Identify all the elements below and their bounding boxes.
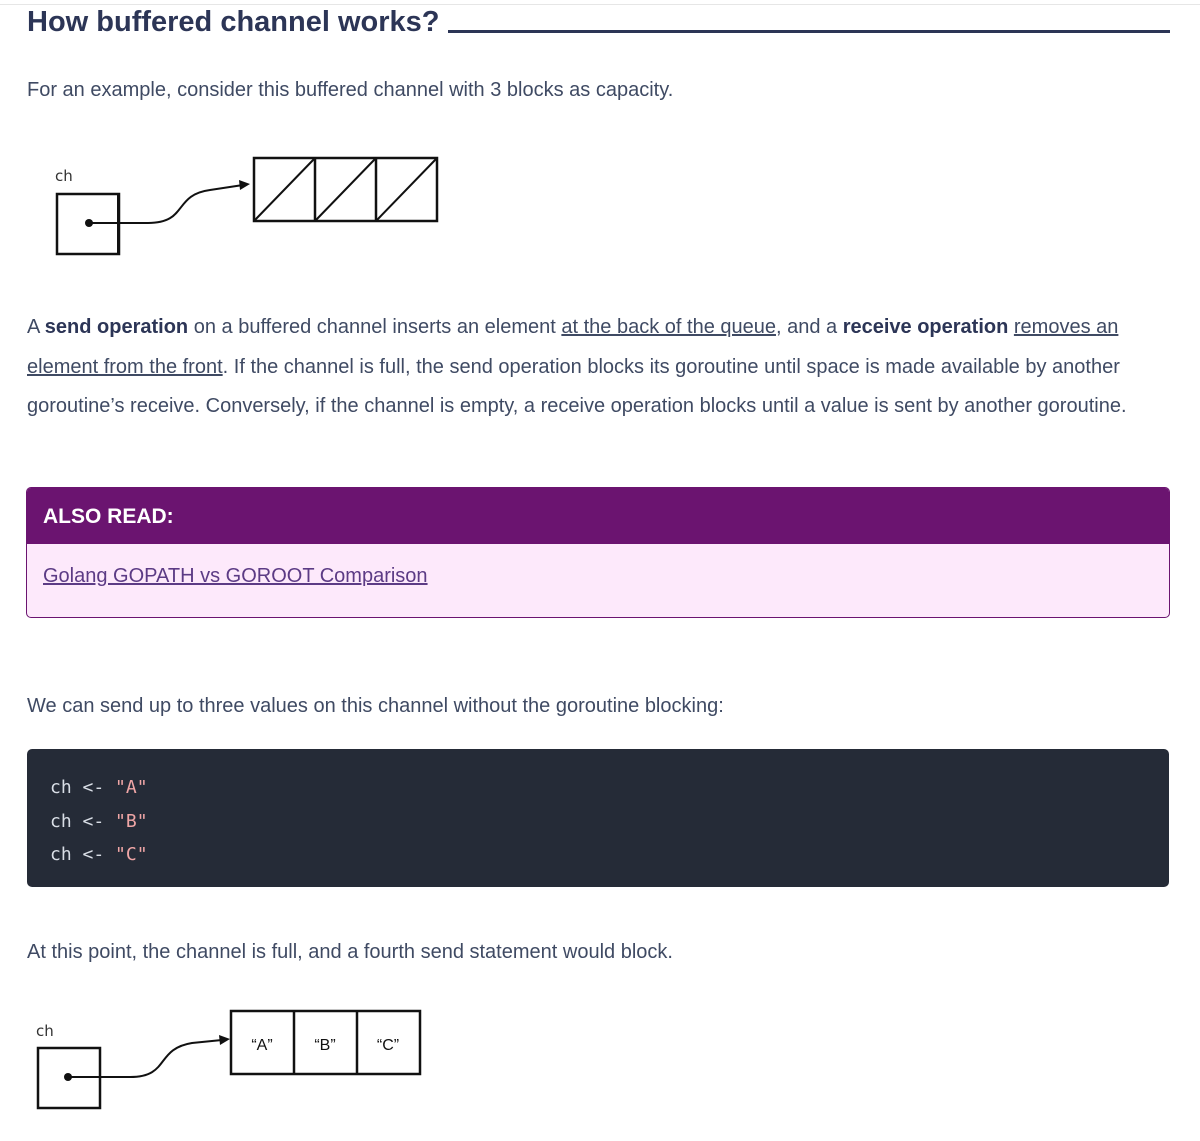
channel-label: ch	[36, 1022, 54, 1040]
full-channel-diagram	[30, 1005, 430, 1115]
heading-underline	[448, 30, 1171, 33]
send-description: We can send up to three values on this channel without the goroutine blocking:	[27, 695, 724, 717]
full-channel-text: At this point, the channel is full, and a fourth send statement would block.	[27, 941, 673, 963]
buffer-value-c: “C”	[376, 1037, 400, 1054]
text-span: on a buffered channel inserts an element	[188, 316, 562, 338]
also-read-title: ALSO READ:	[27, 488, 1169, 544]
code-string: "A"	[115, 777, 148, 798]
back-of-queue-link[interactable]: at the back of the queue	[561, 316, 776, 338]
send-operation-term: send operation	[44, 316, 189, 338]
section-heading	[27, 4, 1170, 44]
also-read-link[interactable]: Golang GOPATH vs GOROOT Comparison	[43, 565, 428, 587]
empty-slot-mark	[254, 158, 315, 221]
empty-channel-diagram	[48, 150, 448, 260]
code-block	[27, 749, 1169, 887]
text-span: . If the channel is full, the send operation blocks its goroutine until space is made available by another goroutine’s receive. Conversely, if the channel is empty, a receive operation blocks until a value is sent by another goroutine.	[27, 355, 1127, 417]
buffer-value-a: “A”	[251, 1037, 273, 1054]
arrow-head	[219, 1035, 230, 1045]
text-span: A	[27, 316, 45, 338]
code-prefix: ch <-	[50, 844, 116, 865]
pointer-arrow	[130, 1040, 222, 1077]
intro-text: For an example, consider this buffered channel with 3 blocks as capacity.	[27, 79, 674, 101]
channel-label: ch	[55, 167, 73, 185]
text-span: , and a	[775, 316, 843, 338]
arrow-head	[239, 180, 250, 190]
code-prefix: ch <-	[50, 810, 116, 832]
operation-paragraph	[27, 308, 1172, 427]
pointer-stub	[89, 194, 148, 254]
empty-slot-mark	[315, 158, 376, 221]
pointer-arrow	[148, 185, 243, 223]
code-string: "B"	[115, 810, 148, 832]
page-title: How buffered channel works?	[27, 6, 440, 38]
receive-operation-term: receive operation	[842, 316, 1009, 338]
code-line	[50, 838, 1146, 872]
code-line	[50, 771, 1146, 805]
code-line	[50, 805, 1146, 839]
also-read-box	[26, 487, 1170, 618]
front-of-queue-link[interactable]: removes an element from the front	[27, 316, 1119, 378]
buffer-value-b: “B”	[314, 1037, 336, 1054]
empty-slot-mark	[376, 158, 437, 221]
code-string: "C"	[115, 844, 148, 865]
code-prefix: ch <-	[50, 777, 116, 798]
pointer-stub	[68, 1048, 130, 1108]
